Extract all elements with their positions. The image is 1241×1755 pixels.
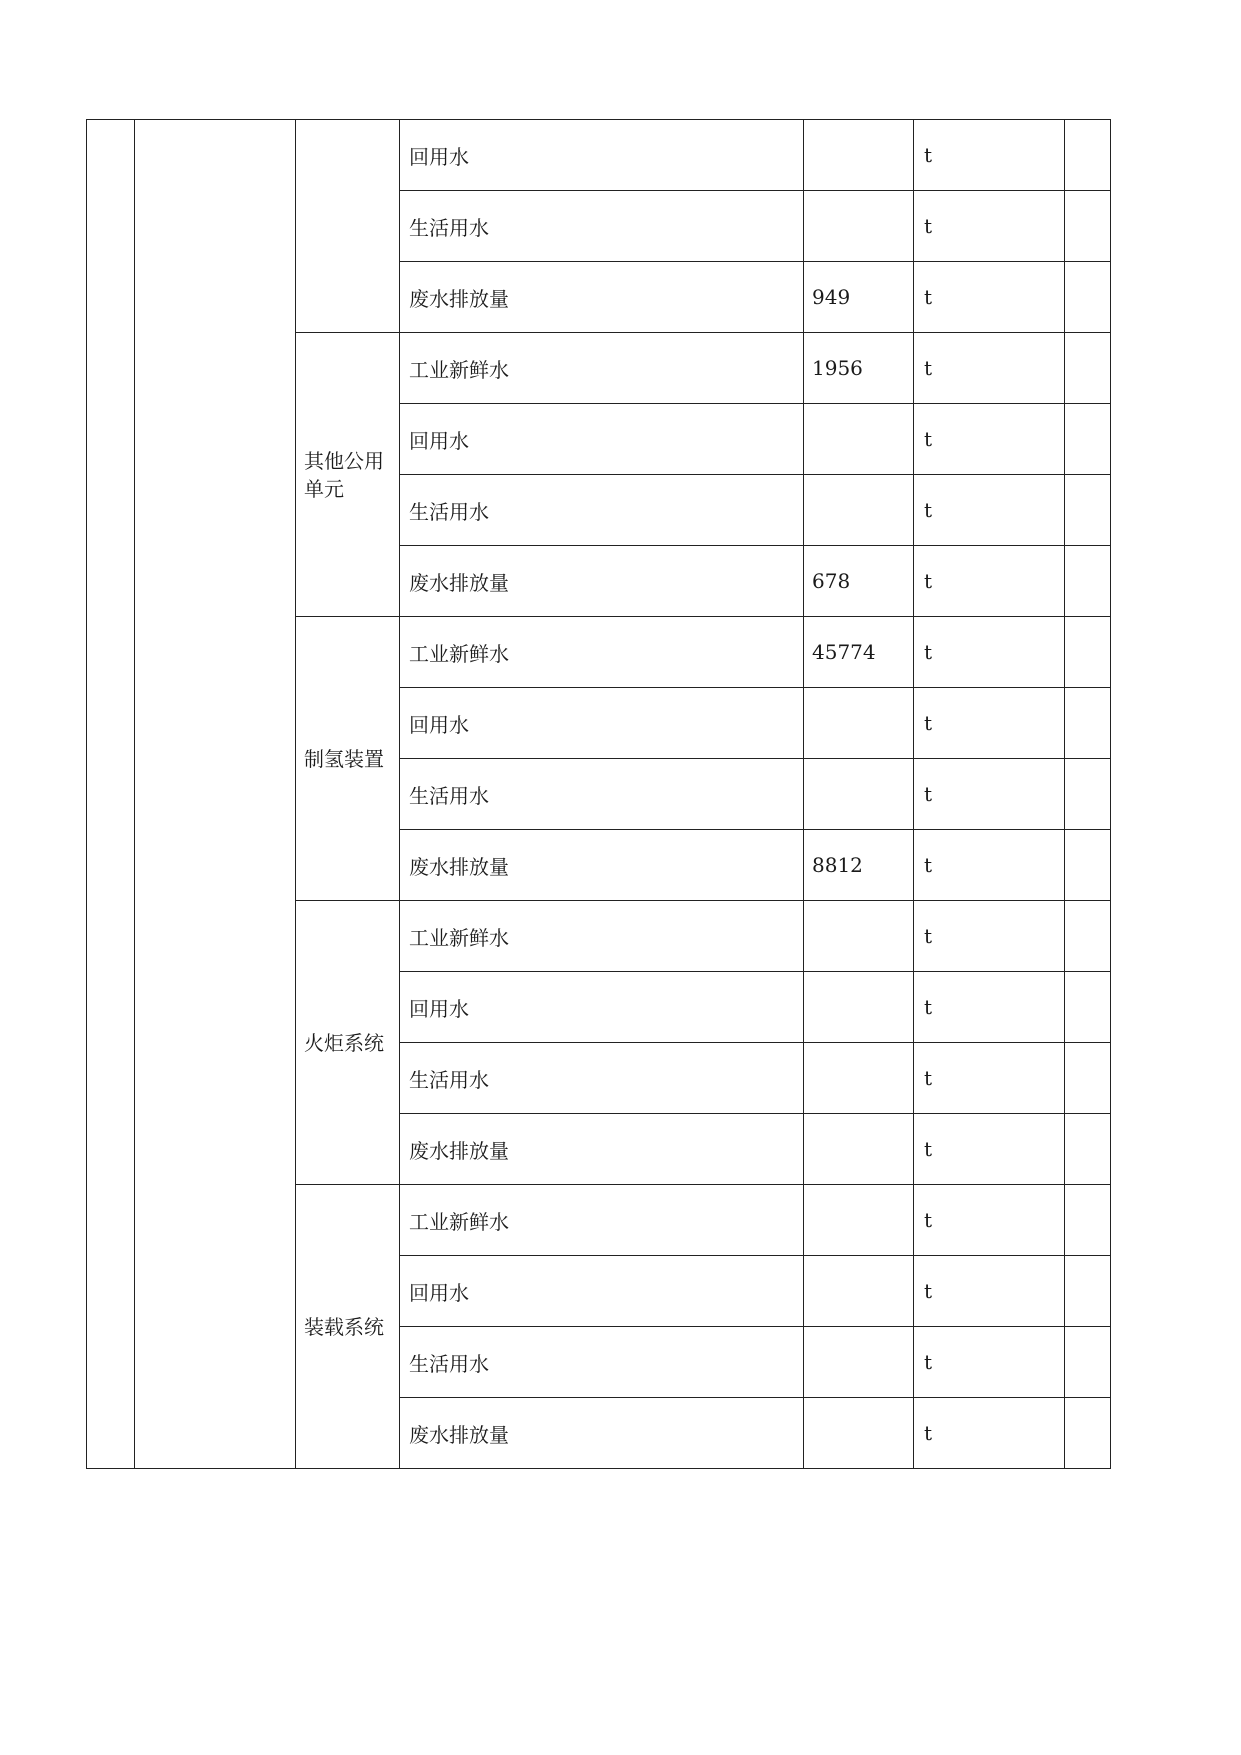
water-item-name: 工业新鲜水	[400, 617, 804, 688]
measure-unit: t	[914, 830, 1065, 901]
water-amount-value	[804, 901, 914, 972]
water-amount-value: 1956	[804, 333, 914, 404]
water-amount-value	[804, 1256, 914, 1327]
remarks-cell	[1065, 688, 1111, 759]
remarks-cell	[1065, 546, 1111, 617]
remarks-cell	[1065, 972, 1111, 1043]
measure-unit: t	[914, 404, 1065, 475]
water-item-name: 回用水	[400, 1256, 804, 1327]
process-unit-name: 制氢装置	[296, 617, 400, 901]
water-item-name: 工业新鲜水	[400, 1185, 804, 1256]
measure-unit: t	[914, 901, 1065, 972]
remarks-cell	[1065, 1327, 1111, 1398]
remarks-cell	[1065, 404, 1111, 475]
water-item-name: 废水排放量	[400, 546, 804, 617]
measure-unit: t	[914, 475, 1065, 546]
measure-unit: t	[914, 1256, 1065, 1327]
remarks-cell	[1065, 759, 1111, 830]
process-unit-name	[296, 120, 400, 333]
remarks-cell	[1065, 262, 1111, 333]
remarks-cell	[1065, 1114, 1111, 1185]
water-item-name: 工业新鲜水	[400, 901, 804, 972]
water-amount-value	[804, 1114, 914, 1185]
water-amount-value	[804, 120, 914, 191]
water-item-name: 生活用水	[400, 191, 804, 262]
water-amount-value	[804, 1185, 914, 1256]
water-item-name: 回用水	[400, 404, 804, 475]
water-amount-value	[804, 972, 914, 1043]
measure-unit: t	[914, 333, 1065, 404]
remarks-cell	[1065, 1043, 1111, 1114]
water-item-name: 回用水	[400, 972, 804, 1043]
measure-unit: t	[914, 262, 1065, 333]
water-item-name: 生活用水	[400, 759, 804, 830]
water-usage-table	[86, 119, 1111, 1469]
water-item-name: 生活用水	[400, 1043, 804, 1114]
remarks-cell	[1065, 1185, 1111, 1256]
measure-unit: t	[914, 191, 1065, 262]
water-item-name: 生活用水	[400, 475, 804, 546]
category-column-cell	[135, 120, 296, 1469]
water-amount-value: 949	[804, 262, 914, 333]
measure-unit: t	[914, 1398, 1065, 1469]
process-unit-name: 火炬系统	[296, 901, 400, 1185]
water-item-name: 废水排放量	[400, 1114, 804, 1185]
water-amount-value	[804, 191, 914, 262]
measure-unit: t	[914, 688, 1065, 759]
remarks-cell	[1065, 617, 1111, 688]
measure-unit: t	[914, 120, 1065, 191]
measure-unit: t	[914, 972, 1065, 1043]
remarks-cell	[1065, 901, 1111, 972]
remarks-cell	[1065, 1398, 1111, 1469]
water-amount-value	[804, 1398, 914, 1469]
measure-unit: t	[914, 1327, 1065, 1398]
water-item-name: 生活用水	[400, 1327, 804, 1398]
remarks-cell	[1065, 475, 1111, 546]
measure-unit: t	[914, 1185, 1065, 1256]
table-body	[87, 120, 1111, 1469]
remarks-cell	[1065, 120, 1111, 191]
process-unit-name: 其他公用单元	[296, 333, 400, 617]
water-item-name: 废水排放量	[400, 262, 804, 333]
remarks-cell	[1065, 333, 1111, 404]
measure-unit: t	[914, 759, 1065, 830]
water-amount-value: 678	[804, 546, 914, 617]
water-amount-value	[804, 475, 914, 546]
water-amount-value	[804, 688, 914, 759]
water-amount-value: 45774	[804, 617, 914, 688]
process-unit-name: 装载系统	[296, 1185, 400, 1469]
water-amount-value	[804, 759, 914, 830]
water-item-name: 工业新鲜水	[400, 333, 804, 404]
water-item-name: 废水排放量	[400, 1398, 804, 1469]
remarks-cell	[1065, 830, 1111, 901]
index-column-cell	[87, 120, 135, 1469]
water-amount-value	[804, 1327, 914, 1398]
measure-unit: t	[914, 617, 1065, 688]
water-item-name: 回用水	[400, 688, 804, 759]
water-item-name: 废水排放量	[400, 830, 804, 901]
remarks-cell	[1065, 1256, 1111, 1327]
water-amount-value	[804, 404, 914, 475]
remarks-cell	[1065, 191, 1111, 262]
water-amount-value: 8812	[804, 830, 914, 901]
water-amount-value	[804, 1043, 914, 1114]
measure-unit: t	[914, 1114, 1065, 1185]
water-item-name: 回用水	[400, 120, 804, 191]
table-row	[87, 120, 1111, 191]
measure-unit: t	[914, 1043, 1065, 1114]
measure-unit: t	[914, 546, 1065, 617]
